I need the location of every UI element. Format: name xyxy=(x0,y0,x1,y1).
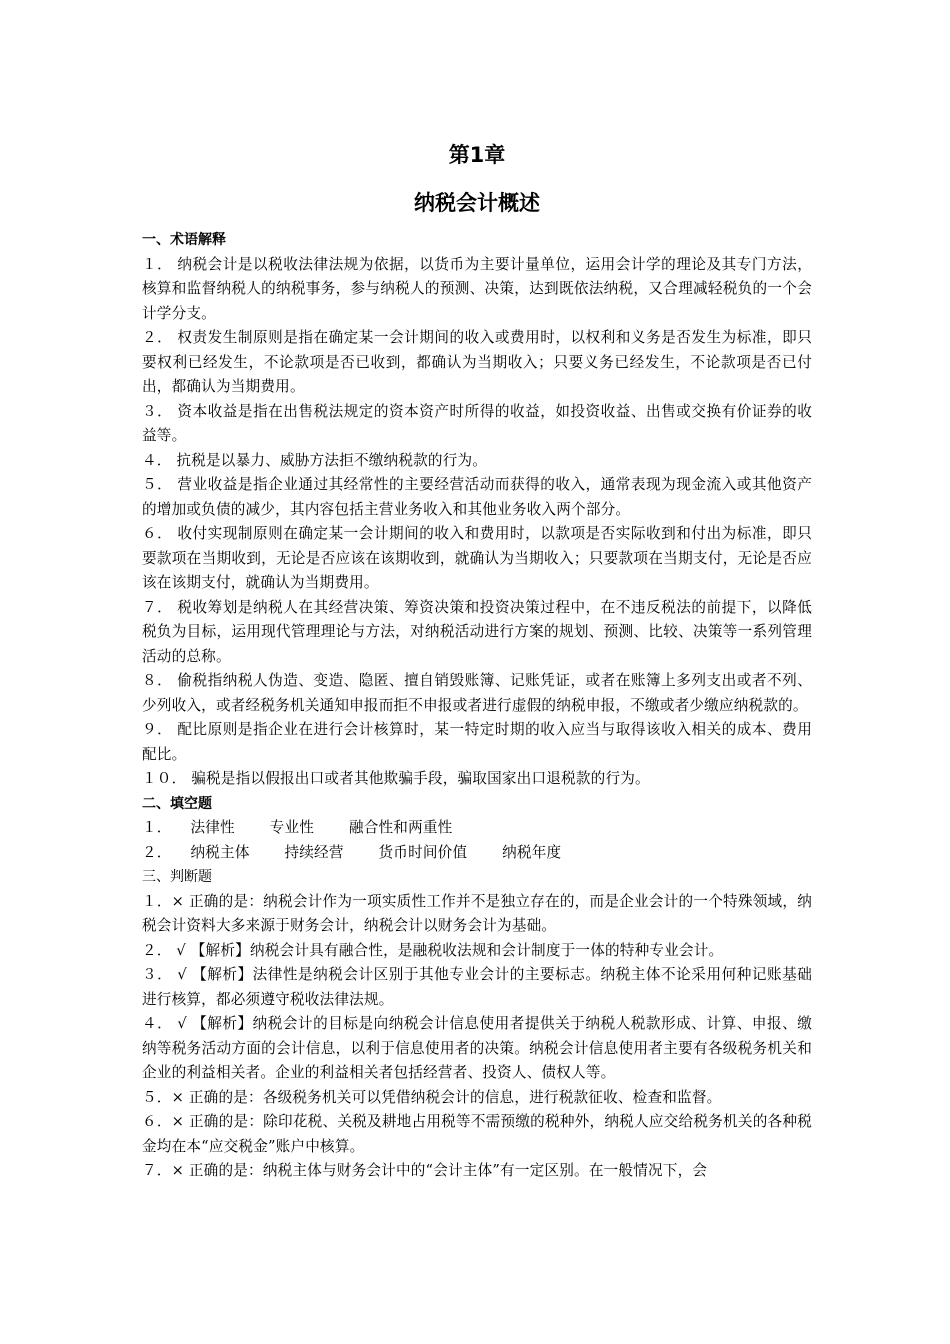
fill-in-row xyxy=(142,841,812,866)
true-false-item: ５．× 正确的是：各级税务机关可以凭借纳税会计的信息，进行税款征收、检查和监督。 xyxy=(142,1088,722,1106)
true-false-item: ２． √ 【解析】纳税会计具有融合性，是融税收法规和会计制度于一体的特种专业会计。 xyxy=(142,941,724,959)
fill-in-answer: 法律性 xyxy=(190,819,235,836)
chapter-heading: 第1章 xyxy=(448,143,506,167)
chapter-title: 纳税会计概述 xyxy=(414,191,540,215)
true-false-item: ３． √ 【解析】法律性是纳税会计区别于其他专业会计的主要标志。纳税主体不论采用何种记账基础进行核算，都必须遵守税收法律法规。 xyxy=(142,966,812,1008)
fill-in-number: １． xyxy=(142,819,172,836)
term-item: ３． 资本收益是指在出售税法规定的资本资产时所得的收益，如投资收益、出售或交换有价证券的收益等。 xyxy=(142,402,812,444)
term-item: ７． 税收筹划是纳税人在其经营决策、筹资决策和投资决策过程中，在不违反税法的前提下，以降低税负为目标，运用现代管理理论与方法，对纳税活动进行方案的规划、预测、比较、决策等一系列管理活动的总称。 xyxy=(142,598,812,665)
section-heading-fill-in: 二、填空题 xyxy=(142,795,212,812)
term-item: ９． 配比原则是指企业在进行会计核算时，某一特定时期的收入应当与取得该收入相关的成本、费用配比。 xyxy=(142,721,812,763)
fill-in-answer: 持续经营 xyxy=(284,843,344,861)
term-item: １． 纳税会计是以税收法律法规为依据，以货币为主要计量单位，运用会计学的理论及其专门方法，核算和监督纳税人的纳税事务，参与纳税人的预测、决策，达到既依法纳税，又合理减轻税负的一个会计学分支。 xyxy=(142,255,812,322)
fill-in-answer: 纳税主体 xyxy=(190,843,250,861)
true-false-item: １．× 正确的是：纳税会计作为一项实质性工作并不是独立存在的，而是企业会计的一个特殊领域，纳税会计资料大多来源于财务会计，纳税会计以财务会计为基础。 xyxy=(142,892,812,934)
term-item: ８． 偷税指纳税人伪造、变造、隐匿、擅自销毁账簿、记账凭证，或者在账簿上多列支出或者不列、少列收入，或者经税务机关通知申报而拒不申报或者进行虚假的纳税申报，不缴或者少缴应纳税款的。 xyxy=(142,672,812,714)
true-false-item: ４． √ 【解析】纳税会计的目标是向纳税会计信息使用者提供关于纳税人税款形成、计算、申报、缴纳等税务活动方面的会计信息，以利于信息使用者的决策。纳税会计信息使用者主要有各级税务机关和企业的利益相关者。企业的利益相关者包括经营者、投资人、债权人等。 xyxy=(142,1015,812,1081)
fill-in-answer: 融合性和两重性 xyxy=(348,819,453,836)
fill-in-answer: 货币时间价值 xyxy=(378,843,468,861)
term-item: ６． 收付实现制原则在确定某一会计期间的收入和费用时，以款项是否实际收到和付出为标准，即只要款项在当期收到，无论是否应该在该期收到，就确认为当期收入；只要款项在当期支付，无论是否应该在该期支付，就确认为当期费用。 xyxy=(142,525,812,591)
term-item: ４． 抗税是以暴力、威胁方法拒不缴纳税款的行为。 xyxy=(142,451,488,469)
section-heading-true-false: 三、判断题 xyxy=(142,869,212,885)
true-false-item: ７．× 正确的是：纳税主体与财务会计中的“会计主体”有一定区别。在一般情况下，会 xyxy=(142,1162,708,1179)
section-heading-terms: 一、术语解释 xyxy=(142,232,226,248)
fill-in-answer: 纳税年度 xyxy=(502,843,562,861)
term-item: ５． 营业收益是指企业通过其经常性的主要经营活动而获得的收入，通常表现为现金流入或其他资产的增加或负债的减少，其内容包括主营业务收入和其他业务收入两个部分。 xyxy=(142,476,812,518)
fill-in-number: ２． xyxy=(142,843,172,861)
fill-in-answer: 专业性 xyxy=(269,819,315,836)
term-item: １０． 骗税是指以假报出口或者其他欺骗手段，骗取国家出口退税款的行为。 xyxy=(142,770,650,787)
true-false-item: ６．× 正确的是：除印花税、关税及耕地占用税等不需预缴的税种外，纳税人应交给税务机关的各种税金均在本“应交税金”账户中核算。 xyxy=(142,1113,812,1155)
term-item: ２． 权责发生制原则是指在确定某一会计期间的收入或费用时，以权利和义务是否发生为标准，即只要权利已经发生，不论款项是否已收到，都确认为当期收入；只要义务已经发生，不论款项是否已付出，都确认为当期费用。 xyxy=(142,329,812,395)
fill-in-row xyxy=(142,816,812,841)
